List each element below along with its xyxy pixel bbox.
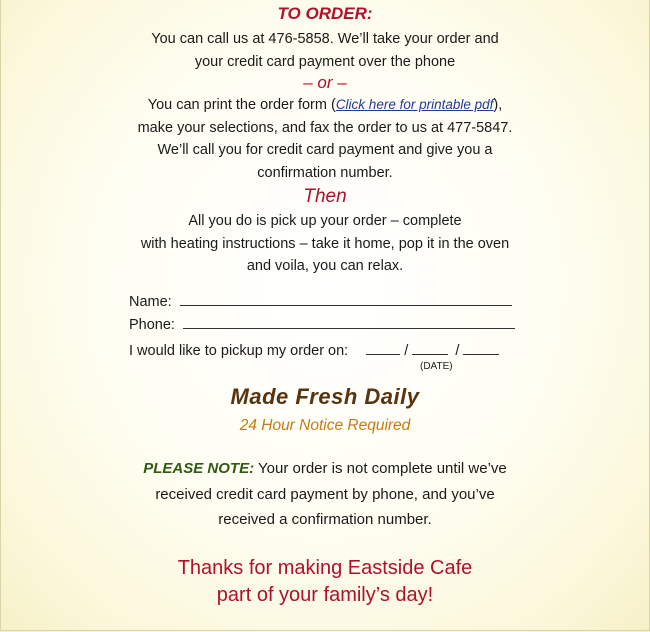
print-line-1-after: ), (493, 97, 503, 113)
call-line-1: You can call us at 476-5858. We’ll take your order and (151, 31, 499, 47)
print-line-2: make your selections, and fax the order to us at 477-5847. (137, 119, 513, 136)
print-instructions (0, 94, 650, 184)
phone-row (129, 317, 515, 333)
pickup-date-label: I would like to pickup my order on: (129, 343, 349, 359)
please-note-block (0, 456, 650, 533)
name-label: Name: (129, 294, 172, 310)
pickup-line-2: with heating instructions – take it home, pop it in the oven (140, 235, 510, 252)
date-month-blank[interactable] (366, 354, 400, 355)
date-caption: (DATE) (420, 361, 453, 372)
print-line-3: We’ll call you for credit card payment and give you a (157, 142, 493, 158)
pickup-instructions (0, 210, 650, 278)
pickup-date-row (129, 343, 499, 359)
date-year-blank[interactable] (463, 354, 499, 355)
date-slash-2: / (455, 343, 460, 359)
phone-blank-line[interactable] (183, 328, 515, 329)
pickup-line-3: and voila, you can relax. (246, 258, 404, 274)
made-fresh-heading: Made Fresh Daily (230, 384, 420, 409)
then-label: Then (303, 186, 347, 207)
note-line-2: received credit card payment by phone, and you’ve (155, 485, 495, 503)
to-order-heading: TO ORDER: (277, 4, 373, 23)
please-note-label: PLEASE NOTE: (143, 460, 255, 477)
thanks-line-1: Thanks for making Eastside Cafe (177, 557, 473, 579)
notice-subheading: 24 Hour Notice Required (239, 417, 411, 434)
print-line-1 (0, 94, 650, 117)
thanks-line-2: part of your family’s day! (216, 584, 434, 606)
phone-label: Phone: (129, 317, 175, 333)
name-blank-line[interactable] (180, 305, 512, 306)
print-line-4: confirmation number. (257, 164, 393, 181)
date-day-blank[interactable] (412, 354, 448, 355)
call-line-2: your credit card payment over the phone (194, 53, 456, 70)
printable-pdf-link[interactable]: Click here for printable pdf (335, 97, 494, 112)
thanks-message (0, 555, 650, 609)
or-separator: – or – (303, 73, 347, 92)
note-line-1 (0, 456, 650, 482)
name-row (129, 294, 512, 310)
pickup-line-1: All you do is pick up your order – complete (188, 213, 462, 229)
note-line-3: received a confirmation number. (218, 511, 432, 528)
call-instructions (0, 28, 650, 73)
note-line-1-text: Your order is not complete until we’ve (258, 460, 507, 477)
date-slash-1: / (404, 343, 409, 359)
print-line-1-before: You can print the order form ( (147, 97, 336, 113)
